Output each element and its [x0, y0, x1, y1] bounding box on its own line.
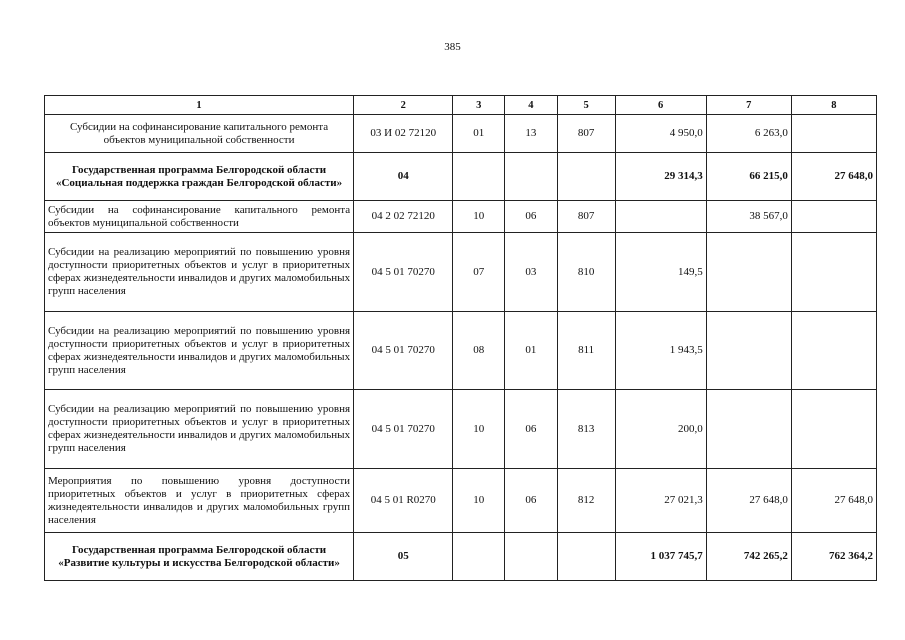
- classification-code: 04: [354, 153, 453, 201]
- amount-col8: [791, 115, 876, 153]
- amount-col8: 27 648,0: [791, 153, 876, 201]
- table-row: [45, 201, 877, 233]
- subsection-code: 06: [505, 201, 558, 233]
- section-code: 10: [453, 201, 505, 233]
- amount-col7: 27 648,0: [706, 469, 791, 533]
- table-row: [45, 469, 877, 533]
- column-header: 5: [557, 96, 615, 115]
- classification-code: 05: [354, 533, 453, 581]
- item-name: Субсидии на реализацию мероприятий по повышению уровня доступности приоритетных объектов и услуг в приоритетных сферах жизнедеятельности инвалидов и других маломобильных групп населения: [45, 390, 354, 469]
- table-row: [45, 390, 877, 469]
- amount-col6: 4 950,0: [615, 115, 706, 153]
- item-name: Субсидии на реализацию мероприятий по повышению уровня доступности приоритетных объектов и услуг в приоритетных сферах жизнедеятельности инвалидов и других маломобильных групп населения: [45, 312, 354, 390]
- subsection-code: 01: [505, 312, 558, 390]
- page-number: 385: [444, 41, 461, 53]
- section-code: 10: [453, 469, 505, 533]
- item-name: Субсидии на софинансирование капитального ремонта объектов муниципальной собственности: [45, 115, 354, 153]
- program-row: [45, 533, 877, 581]
- section-code: [453, 533, 505, 581]
- classification-code: 03 И 02 72120: [354, 115, 453, 153]
- expense-type-code: 810: [557, 233, 615, 312]
- amount-col7: [706, 390, 791, 469]
- header-row: [45, 96, 877, 115]
- amount-col7: [706, 233, 791, 312]
- expense-type-code: 812: [557, 469, 615, 533]
- subsection-code: 06: [505, 469, 558, 533]
- subsection-code: 03: [505, 233, 558, 312]
- amount-col8: 762 364,2: [791, 533, 876, 581]
- classification-code: 04 5 01 R0270: [354, 469, 453, 533]
- amount-col7: 6 263,0: [706, 115, 791, 153]
- subsection-code: 06: [505, 390, 558, 469]
- table-row: [45, 233, 877, 312]
- amount-col7: 742 265,2: [706, 533, 791, 581]
- amount-col6: 29 314,3: [615, 153, 706, 201]
- amount-col8: [791, 233, 876, 312]
- table-row: [45, 312, 877, 390]
- amount-col7: 38 567,0: [706, 201, 791, 233]
- item-name: Субсидии на софинансирование капитального ремонта объектов муниципальной собственности: [45, 201, 354, 233]
- subsection-code: 13: [505, 115, 558, 153]
- classification-code: 04 5 01 70270: [354, 233, 453, 312]
- amount-col6: 149,5: [615, 233, 706, 312]
- amount-col6: 200,0: [615, 390, 706, 469]
- section-code: 07: [453, 233, 505, 312]
- item-name: Субсидии на реализацию мероприятий по повышению уровня доступности приоритетных объектов и услуг в приоритетных сферах жизнедеятельности инвалидов и других маломобильных групп населения: [45, 233, 354, 312]
- expense-type-code: 813: [557, 390, 615, 469]
- subsection-code: [505, 533, 558, 581]
- section-code: 08: [453, 312, 505, 390]
- classification-code: 04 5 01 70270: [354, 390, 453, 469]
- amount-col8: [791, 390, 876, 469]
- column-header: 1: [45, 96, 354, 115]
- column-header: 6: [615, 96, 706, 115]
- amount-col7: 66 215,0: [706, 153, 791, 201]
- amount-col8: [791, 312, 876, 390]
- column-header: 4: [505, 96, 558, 115]
- expense-type-code: [557, 533, 615, 581]
- budget-table: [44, 95, 877, 581]
- amount-col8: [791, 201, 876, 233]
- classification-code: 04 2 02 72120: [354, 201, 453, 233]
- column-header: 3: [453, 96, 505, 115]
- column-header: 8: [791, 96, 876, 115]
- section-code: 01: [453, 115, 505, 153]
- program-row: [45, 153, 877, 201]
- expense-type-code: 807: [557, 201, 615, 233]
- amount-col6: 27 021,3: [615, 469, 706, 533]
- expense-type-code: 807: [557, 115, 615, 153]
- program-name: Государственная программа Белгородской области «Социальная поддержка граждан Белгородской области»: [45, 153, 354, 201]
- table-row: [45, 115, 877, 153]
- column-header: 7: [706, 96, 791, 115]
- subsection-code: [505, 153, 558, 201]
- column-header: 2: [354, 96, 453, 115]
- section-code: 10: [453, 390, 505, 469]
- section-code: [453, 153, 505, 201]
- classification-code: 04 5 01 70270: [354, 312, 453, 390]
- program-name: Государственная программа Белгородской области «Развитие культуры и искусства Белгородской области»: [45, 533, 354, 581]
- amount-col7: [706, 312, 791, 390]
- expense-type-code: [557, 153, 615, 201]
- amount-col8: 27 648,0: [791, 469, 876, 533]
- item-name: Мероприятия по повышению уровня доступности приоритетных объектов и услуг в приоритетных сферах жизнедеятельности инвалидов и других маломобильных групп населения: [45, 469, 354, 533]
- amount-col6: [615, 201, 706, 233]
- expense-type-code: 811: [557, 312, 615, 390]
- amount-col6: 1 037 745,7: [615, 533, 706, 581]
- amount-col6: 1 943,5: [615, 312, 706, 390]
